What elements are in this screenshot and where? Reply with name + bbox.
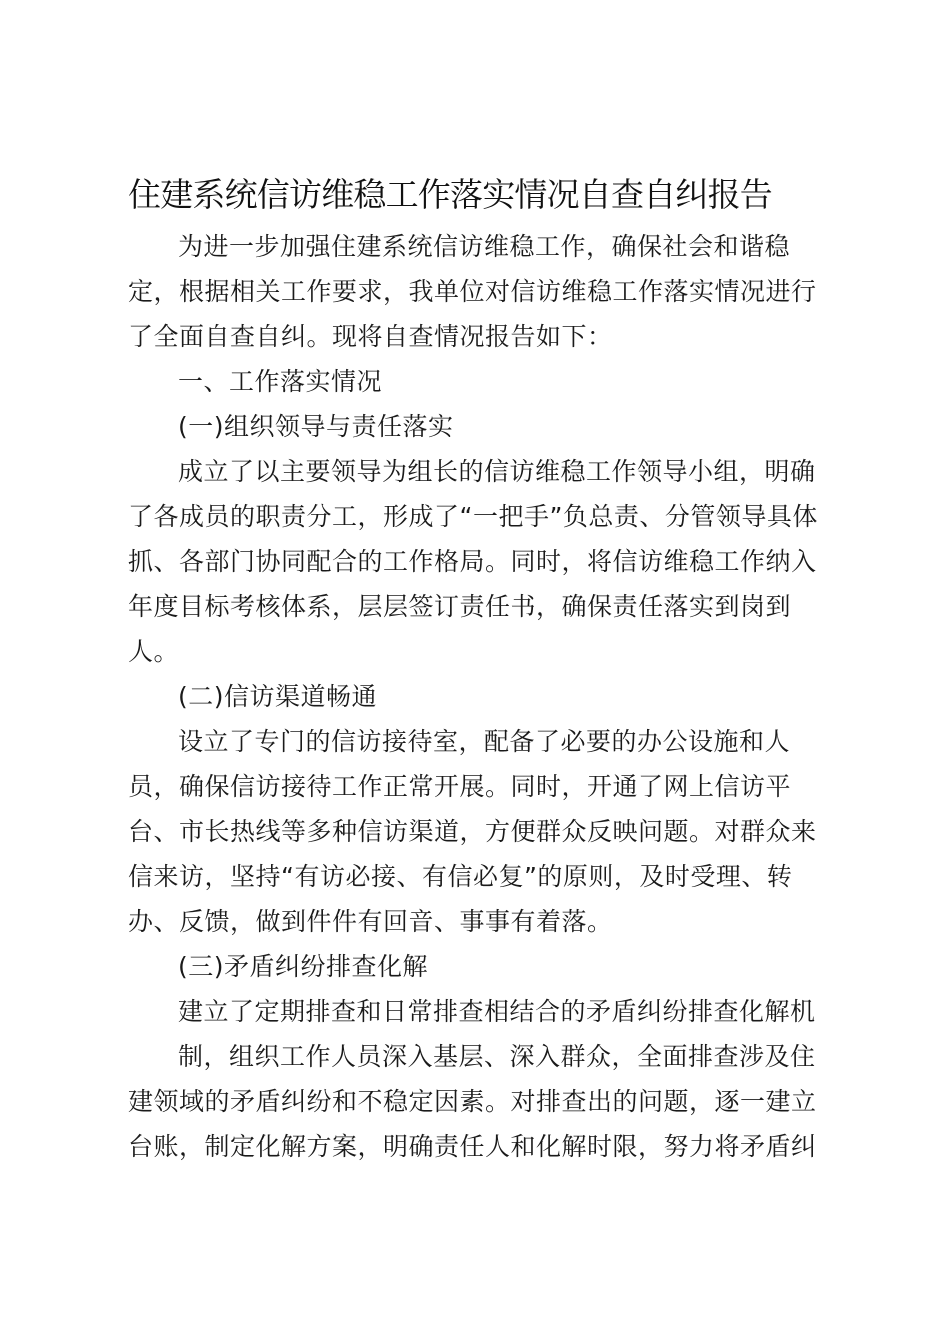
paragraph-line: 了全面自查自纠。现将自查情况报告如下： (128, 322, 613, 351)
paragraph-line: 成立了以主要领导为组长的信访维稳工作领导小组，明确 (178, 457, 816, 486)
paragraph-line: 信来访，坚持“有访必接、有信必复”的原则，及时受理、转 (128, 862, 793, 891)
paragraph-line: 制，组织工作人员深入基层、深入群众，全面排查涉及住 (178, 1042, 816, 1071)
paragraph-line: 人。 (128, 637, 180, 666)
paragraph-line: 为进一步加强住建系统信访维稳工作，确保社会和谐稳 (178, 232, 791, 261)
subsection-heading: (一)组织领导与责任落实 (178, 412, 454, 441)
paragraph-line: 抓、各部门协同配合的工作格局。同时，将信访维稳工作纳入 (128, 547, 817, 576)
paragraph-line: 建立了定期排查和日常排查相结合的矛盾纠纷排查化解机 (178, 997, 816, 1026)
paragraph-line: 建领域的矛盾纠纷和不稳定因素。对排查出的问题，逐一建立 (128, 1087, 817, 1116)
paragraph-line: 台账，制定化解方案，明确责任人和化解时限，努力将矛盾纠 (128, 1132, 817, 1161)
paragraph-line: 年度目标考核体系，层层签订责任书，确保责任落实到岗到 (128, 592, 792, 621)
paragraph-line: 设立了专门的信访接待室，配备了必要的办公设施和人 (178, 727, 791, 756)
section-heading: 一、工作落实情况 (178, 367, 383, 396)
paragraph-line: 办、反馈，做到件件有回音、事事有着落。 (128, 907, 613, 936)
subsection-heading: (三)矛盾纠纷排查化解 (178, 952, 429, 981)
paragraph-line: 了各成员的职责分工，形成了“一把手”负总责、分管领导具体 (128, 502, 818, 531)
paragraph-line: 台、市长热线等多种信访渠道，方便群众反映问题。对群众来 (128, 817, 817, 846)
subsection-heading: (二)信访渠道畅通 (178, 682, 378, 711)
document-title: 住建系统信访维稳工作落实情况自查自纠报告 (128, 175, 773, 214)
document-body (128, 224, 822, 1169)
paragraph-line: 员，确保信访接待工作正常开展。同时，开通了网上信访平 (128, 772, 792, 801)
paragraph-line: 定，根据相关工作要求，我单位对信访维稳工作落实情况进行 (128, 277, 817, 306)
